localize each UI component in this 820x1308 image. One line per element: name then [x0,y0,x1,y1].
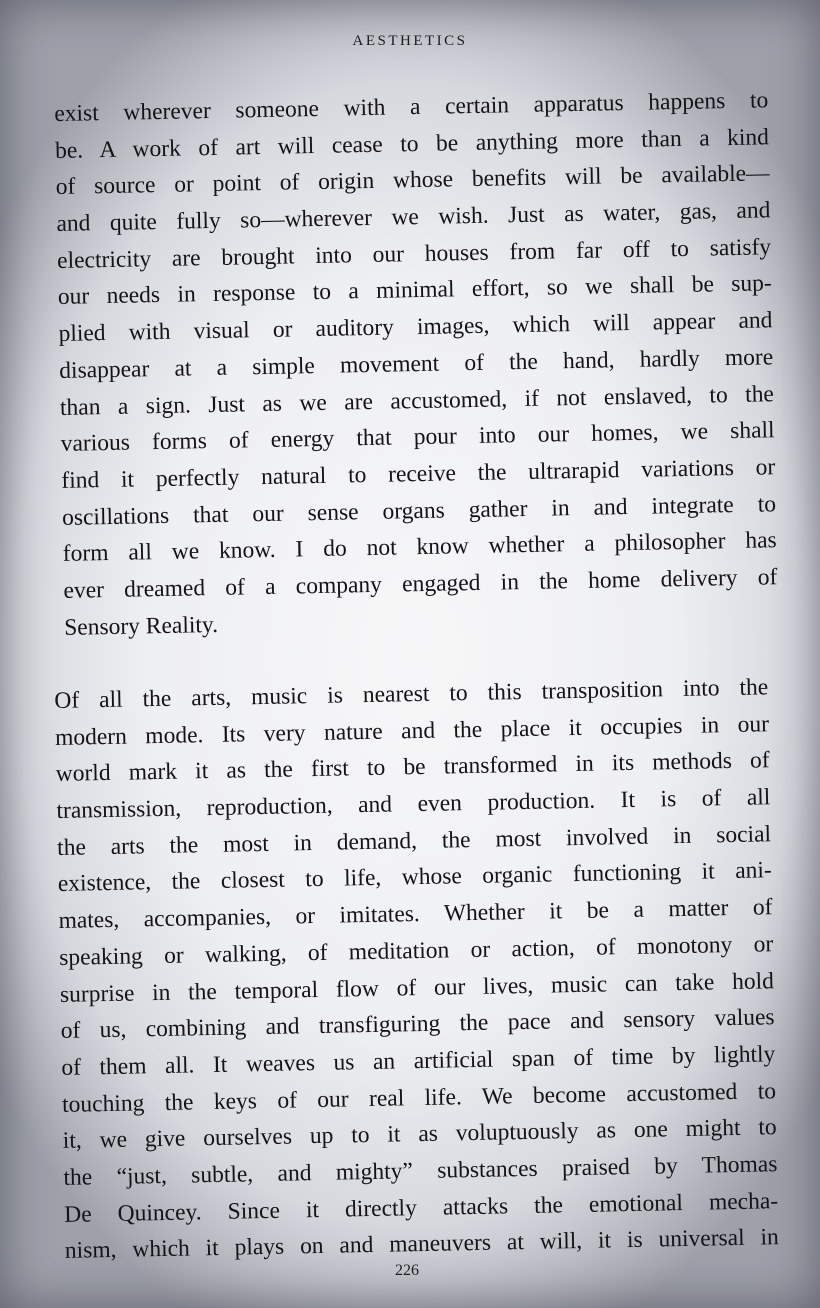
text-line: various forms of energy that pour into our homes, we shall [60,417,775,458]
text-line: of them all. It weaves us an artificial span of time by lightly [61,1041,776,1081]
text-line: oscillations that our sense organs gather in and integrate to [61,490,777,531]
text-line: and quite fully so—wherever we wish. Just as water, gas, and [56,197,771,238]
text-line: surprise in the temporal flow of our lives, music can take hold [59,967,775,1008]
text-line: speaking or walking, of meditation or action, of monotony or [59,931,774,971]
text-line: find it perfectly natural to receive the ultrarapid variations or [61,454,776,494]
paragraph-2 [54,669,779,1270]
text-line: of source or point of origin whose benefits will be available— [55,160,770,201]
page-number: 226 [395,1262,419,1279]
text-line: Of all the arts, music is nearest to this transposition into the [54,674,769,714]
text-line: De Quincey. Since it directly attacks the emotional mecha- [63,1187,779,1228]
text-line: the “just, subtle, and mighty” substances praised by Thomas [63,1151,778,1191]
text-line: exist wherever someone with a certain apparatus happens to [54,87,769,127]
text-line: mates, accompanies, or imitates. Whether it be a matter of [58,894,773,935]
text-line: be. A work of art will cease to be anything more than a kind [54,123,770,164]
text-line: transmission, reproduction, and even production. It is of all [56,784,771,825]
text-line: form all we know. I do not know whether a philosopher has [62,527,777,568]
text-line: than a sign. Just as we are accustomed, if not enslaved, to the [59,380,775,421]
text-line: touching the keys of our real life. We become accustomed to [61,1077,777,1118]
text-line: plied with visual or auditory images, which will appear and [58,307,773,348]
text-line: ever dreamed of a company engaged in the home delivery of [63,564,778,604]
text-line: our needs in response to a minimal effort, so we shall be sup- [57,270,772,311]
text-line: existence, the closest to life, whose organic functioning it ani- [57,857,772,898]
text-line: the arts the most in demand, the most involved in social [56,821,772,861]
running-header: AESTHETICS [352,33,468,49]
text-line: world mark it as the first to be transformed in its methods of [55,747,770,788]
text-line: of us, combining and transfiguring the pace and sensory values [60,1004,775,1045]
text-line: modern mode. Its very nature and the place it occupies in our [54,710,770,751]
text-line: disappear at a simple movement of the hand, hardly more [59,344,774,384]
text-line: Sensory Reality. [63,611,219,641]
text-line: it, we give ourselves up to it as voluptuously as one might to [62,1114,777,1155]
text-line: nism, which it plays on and maneuvers at will, it is universal in [64,1224,780,1265]
text-line: electricity are brought into our houses from far off to satisfy [56,234,772,274]
paragraph-1 [54,82,778,646]
